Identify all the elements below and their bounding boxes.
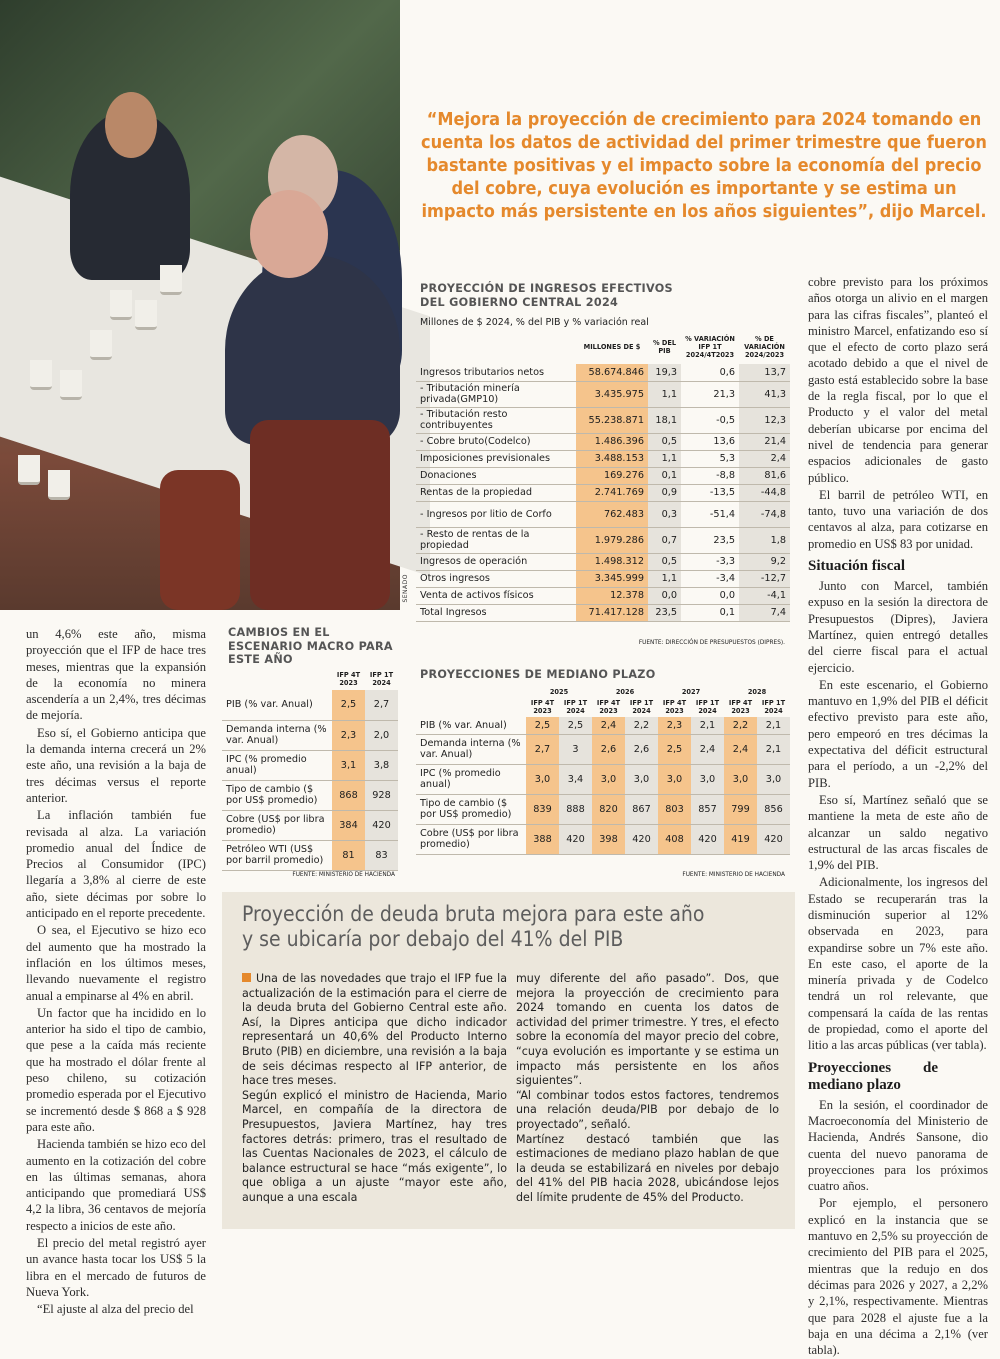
table-cell: 1,1 bbox=[648, 450, 681, 467]
table-cell: 81,6 bbox=[739, 467, 790, 484]
photo-credit: SENADO bbox=[402, 574, 409, 603]
table-cell: 3,0 bbox=[658, 764, 691, 794]
table-row bbox=[416, 764, 790, 794]
year-header: 2026 bbox=[615, 687, 635, 696]
row-label: Otros ingresos bbox=[416, 570, 576, 587]
table-cell: 18,1 bbox=[648, 407, 681, 433]
table-cell: 21,4 bbox=[739, 433, 790, 450]
paragraph: un 4,6% este año, misma proyección que el IFP de hace tres meses, mientras que la expansión de la economía no minera ascendería a un 2,4%, tres décimas de mejoría. bbox=[26, 627, 206, 723]
paragraph bbox=[242, 1089, 507, 1206]
table-cell: -51,4 bbox=[681, 501, 739, 527]
table-cell: 388 bbox=[526, 824, 559, 854]
table-cell: 3,0 bbox=[625, 764, 658, 794]
table-cell: 9,2 bbox=[739, 553, 790, 570]
table-row bbox=[416, 734, 790, 764]
table-cell: 2,2 bbox=[724, 717, 757, 734]
table-cell: 58.674.846 bbox=[576, 364, 648, 381]
table-cell: 12.378 bbox=[576, 587, 648, 604]
table-row bbox=[416, 824, 790, 854]
table-cell: 2,5 bbox=[559, 717, 592, 734]
table-cell: 820 bbox=[592, 794, 625, 824]
table-cell: 857 bbox=[691, 794, 724, 824]
macro-table-block bbox=[228, 626, 408, 667]
income-col-header: % DEL PIB bbox=[652, 339, 677, 355]
meeting-photo bbox=[0, 0, 400, 610]
table-cell: 408 bbox=[658, 824, 691, 854]
table-cell: 420 bbox=[757, 824, 790, 854]
year-header: 2028 bbox=[747, 687, 767, 696]
table-cell: 928 bbox=[365, 780, 398, 810]
table-cell: 803 bbox=[658, 794, 691, 824]
table-cell: 0,0 bbox=[648, 587, 681, 604]
table-row bbox=[222, 810, 398, 840]
row-label: Demanda interna (% var. Anual) bbox=[222, 720, 332, 750]
medium-table bbox=[416, 686, 790, 855]
paragraph: “El ajuste al alza del precio del bbox=[37, 1302, 194, 1317]
table-row bbox=[222, 780, 398, 810]
table-cell: 2,6 bbox=[592, 734, 625, 764]
row-label: - Cobre bruto(Codelco) bbox=[416, 433, 576, 450]
table-row bbox=[416, 717, 790, 734]
table-cell: -3,3 bbox=[681, 553, 739, 570]
table-cell: 420 bbox=[625, 824, 658, 854]
table-cell: -3,4 bbox=[681, 570, 739, 587]
table-cell: 420 bbox=[559, 824, 592, 854]
row-label: Tipo de cambio ($ por US$ promedio) bbox=[222, 780, 332, 810]
table-row bbox=[416, 364, 790, 381]
paragraph: Adicionalmente, los ingresos del Estado se recuperarán tras la disminución superior al 12% observada en 2023, para expandirse sobre un 7% este año. En este caso, el aporte de la minería privada y de Codelco tendrá un rol relevante, que compensará la caída de las rentas de propiedad, como el aporte del litio a las arcas públicas (ver tabla). bbox=[808, 875, 988, 1053]
table-cell: 19,3 bbox=[648, 364, 681, 381]
paragraph: Un factor que ha incidido en lo anterior ha sido el tipo de cambio, que pese a la caída más reciente que ha mostrado el dólar frente al peso chileno, su cotización promedio esperada por el Ejecutivo se incrementó desde $ 868 a $ 928 para este año. bbox=[26, 1005, 206, 1134]
paragraph: El precio del metal registró ayer un avance hasta tocar los US$ 5 la libra en el mercado de futuros de Nueva York. bbox=[26, 1235, 206, 1299]
income-table-title-1: PROYECCIÓN DE INGRESOS EFECTIVOS bbox=[420, 282, 673, 295]
table-row bbox=[416, 381, 790, 407]
table-cell: -12,7 bbox=[739, 570, 790, 587]
table-cell: 2,1 bbox=[757, 734, 790, 764]
table-cell: 384 bbox=[332, 810, 365, 840]
table-cell: -74,8 bbox=[739, 501, 790, 527]
table-cell: 2,5 bbox=[526, 717, 559, 734]
table-row bbox=[416, 450, 790, 467]
row-label: Petróleo WTI (US$ por barril promedio) bbox=[222, 840, 332, 870]
table-cell: 2,4 bbox=[691, 734, 724, 764]
table-row bbox=[222, 840, 398, 870]
row-label: - Tributación resto contribuyentes bbox=[416, 407, 576, 433]
table-cell: 0,5 bbox=[648, 553, 681, 570]
table-cell: 3,0 bbox=[724, 764, 757, 794]
row-label: Cobre (US$ por libra promedio) bbox=[222, 810, 332, 840]
macro-title-3: ESTE AÑO bbox=[228, 653, 293, 666]
table-cell: 0,5 bbox=[648, 433, 681, 450]
paragraph: En la sesión, el coordinador de Macroeconomía del Ministerio de Hacienda, Andrés Sansone, dio cuenta del nuevo panorama de proyecciones para los próximos cuatro años. bbox=[808, 1097, 988, 1194]
table-cell: -4,1 bbox=[739, 587, 790, 604]
table-cell: 3,1 bbox=[332, 750, 365, 780]
paragraph-text: Según explicó el ministro de Hacienda, Mario Marcel, en compañía de la directora de Presupuestos, Javiera Martínez, hay tres factores detrás: primero, tras el resultado de las Cuentas Nacionales de 2023, el cálculo de balance estructural se hace “más exigente”, lo que obliga a un ajuste “mayor este año, aunque a una escala bbox=[242, 1088, 507, 1204]
sub-header: IFP 4T 2023 bbox=[530, 699, 555, 715]
table-row bbox=[416, 484, 790, 501]
table-cell: 55.238.871 bbox=[576, 407, 648, 433]
table-cell: 419 bbox=[724, 824, 757, 854]
table-cell: 3,4 bbox=[559, 764, 592, 794]
row-label: IPC (% promedio anual) bbox=[222, 750, 332, 780]
table-cell: 2,4 bbox=[724, 734, 757, 764]
income-col-header: % DE VARIACIÓN 2024/2023 bbox=[744, 335, 785, 359]
debt-box-column-1 bbox=[242, 972, 507, 1206]
macro-col-header: IFP 1T 2024 bbox=[369, 671, 394, 687]
table-cell: 420 bbox=[365, 810, 398, 840]
macro-title-2: ESCENARIO MACRO PARA bbox=[228, 639, 393, 653]
row-label: Imposiciones previsionales bbox=[416, 450, 576, 467]
table-cell: 762.483 bbox=[576, 501, 648, 527]
paragraph: Eso sí, el Gobierno anticipa que la demanda interna crecerá un 2% este año, una revisión a la baja de tres décimas versus el reporte anterior. bbox=[26, 725, 206, 805]
table-cell: 3,8 bbox=[365, 750, 398, 780]
table-cell: 2,6 bbox=[625, 734, 658, 764]
table-row bbox=[416, 553, 790, 570]
medium-source: FUENTE: MINISTERIO DE HACIENDA bbox=[682, 872, 785, 878]
table-cell: 21,3 bbox=[681, 381, 739, 407]
macro-source: FUENTE: MINISTERIO DE HACIENDA bbox=[292, 872, 395, 878]
table-cell: 888 bbox=[559, 794, 592, 824]
sub-header: IFP 1T 2024 bbox=[695, 699, 720, 715]
row-label: Total Ingresos bbox=[416, 604, 576, 621]
table-cell: 1.498.312 bbox=[576, 553, 648, 570]
table-cell: 2,3 bbox=[332, 720, 365, 750]
debt-box-column-2 bbox=[516, 972, 779, 1206]
paragraph bbox=[242, 972, 507, 1089]
table-cell: 81 bbox=[332, 840, 365, 870]
bullet-icon bbox=[242, 973, 251, 982]
paragraph: La inflación también fue revisada al alza. La variación promedio anual del Índice de Precios al Consumidor (IPC) llegaría a 3,8% al cierre de este año, siete décimas por sobre lo anticipado en el reporte precedente. bbox=[26, 808, 206, 921]
table-cell: 1,8 bbox=[739, 527, 790, 553]
left-text-column bbox=[26, 626, 206, 1318]
subheading-situacion-fiscal: Situación fiscal bbox=[808, 558, 906, 575]
paragraph: Junto con Marcel, también expuso en la sesión la directora de Presupuestos (Dipres), Javiera Martínez, quien entregó detalles del cierre fiscal para el actual ejercicio. bbox=[808, 579, 988, 675]
table-cell: 12,3 bbox=[739, 407, 790, 433]
table-cell: 2,5 bbox=[658, 734, 691, 764]
row-label: Ingresos tributarios netos bbox=[416, 364, 576, 381]
subheading-mediano-plazo: Proyecciones de mediano plazo bbox=[808, 1059, 938, 1093]
year-header: 2025 bbox=[549, 687, 569, 696]
row-label: Tipo de cambio ($ por US$ promedio) bbox=[416, 794, 526, 824]
table-cell: 13,7 bbox=[739, 364, 790, 381]
table-row bbox=[416, 407, 790, 433]
paragraph: Hacienda también se hizo eco del aumento en la cotización del cobre en las últimas semanas, ahora anticipando que promediará US$ 4,2 la libra, 36 centavos de mejoría respecto a inicios de este año. bbox=[26, 1137, 206, 1233]
table-cell: 2,4 bbox=[592, 717, 625, 734]
macro-title-1: CAMBIOS EN EL bbox=[228, 626, 330, 639]
paragraph: El barril de petróleo WTI, en tanto, tuvo una variación de dos centavos al alza, para cotizarse en promedio en US$ 83 por unidad. bbox=[808, 487, 988, 551]
row-label: - Resto de rentas de la propiedad bbox=[416, 527, 576, 553]
table-cell: 3.435.975 bbox=[576, 381, 648, 407]
row-label: Ingresos de operación bbox=[416, 553, 576, 570]
table-cell: 2,0 bbox=[365, 720, 398, 750]
table-cell: 2,3 bbox=[658, 717, 691, 734]
right-text-column bbox=[808, 274, 988, 1359]
table-row bbox=[416, 587, 790, 604]
table-cell: 3,0 bbox=[526, 764, 559, 794]
income-table-title-2: DEL GOBIERNO CENTRAL 2024 bbox=[420, 295, 619, 309]
debt-box-title-line: y se ubicaría por debajo del 41% del PIB bbox=[242, 927, 624, 951]
table-cell: 23,5 bbox=[648, 604, 681, 621]
table-cell: 2.741.769 bbox=[576, 484, 648, 501]
sub-header: IFP 1T 2024 bbox=[761, 699, 786, 715]
row-label: Demanda interna (% var. Anual) bbox=[416, 734, 526, 764]
row-label: PIB (% var. Anual) bbox=[416, 717, 526, 734]
table-cell: 5,3 bbox=[681, 450, 739, 467]
paragraph: O sea, el Ejecutivo se hizo eco del aumento que ha mostrado la inflación en los últimos meses, llevando nuevamente el registro anual a empinarse al 4% en abril. bbox=[26, 923, 206, 1003]
table-cell: 420 bbox=[691, 824, 724, 854]
row-label: Venta de activos físicos bbox=[416, 587, 576, 604]
table-cell: 41,3 bbox=[739, 381, 790, 407]
table-cell: 3.488.153 bbox=[576, 450, 648, 467]
table-cell: 799 bbox=[724, 794, 757, 824]
row-label: Cobre (US$ por libra promedio) bbox=[416, 824, 526, 854]
table-row bbox=[416, 501, 790, 527]
table-cell: 2,2 bbox=[625, 717, 658, 734]
table-cell: 3,0 bbox=[757, 764, 790, 794]
table-row bbox=[222, 750, 398, 780]
table-cell: 0,6 bbox=[681, 364, 739, 381]
row-label: PIB (% var. Anual) bbox=[222, 690, 332, 720]
paragraph: Por ejemplo, el personero explicó en la instancia que se mantuvo en 2,5% su proyección de crecimiento del PIB para el 2025, mientras que la redujo en dos décimas para 2026 y 2027, a 2,2% y 2,1%, respectivamente. Mientras que para 2028 el ajuste fue a la baja en una décima a 2,1% (ver tabla). bbox=[808, 1196, 988, 1358]
table-row bbox=[416, 527, 790, 553]
macro-table bbox=[222, 668, 398, 871]
table-cell: 856 bbox=[757, 794, 790, 824]
sub-header: IFP 1T 2024 bbox=[629, 699, 654, 715]
table-cell: 0,7 bbox=[648, 527, 681, 553]
table-cell: 83 bbox=[365, 840, 398, 870]
row-label: Donaciones bbox=[416, 467, 576, 484]
table-cell: 0,3 bbox=[648, 501, 681, 527]
table-cell: 2,4 bbox=[739, 450, 790, 467]
table-cell: -8,8 bbox=[681, 467, 739, 484]
table-cell: -44,8 bbox=[739, 484, 790, 501]
income-table-subtitle: Millones de $ 2024, % del PIB y % variación real bbox=[420, 317, 649, 328]
income-col-header: % VARIACIÓN IFP 1T 2024/4T2023 bbox=[685, 335, 735, 359]
paragraph: “Al combinar todos estos factores, tendremos una relación deuda/PIB por debajo de lo proyectado”, señaló. bbox=[516, 1088, 779, 1131]
table-cell: 867 bbox=[625, 794, 658, 824]
income-table-block bbox=[420, 282, 790, 328]
table-cell: 169.276 bbox=[576, 467, 648, 484]
table-cell: 23,5 bbox=[681, 527, 739, 553]
paragraph: cobre previsto para los próximos años otorga un alivio en el margen para las cifras fiscales”, planteó el ministro Marcel, enfatizando eso sí que el efecto de corto plazo será acotado debido a que el nivel de gasto está establecido sobre la base de la regla fiscal, por lo que el Producto y el valor del metal deberían ubicarse por encima del nivel de tendencia para generar espacios adicionales de gasto público. bbox=[808, 275, 988, 485]
table-row bbox=[416, 467, 790, 484]
table-cell: 0,9 bbox=[648, 484, 681, 501]
macro-col-header: IFP 4T 2023 bbox=[336, 671, 361, 687]
table-row bbox=[416, 794, 790, 824]
paragraph: En este escenario, el Gobierno mantuvo en 1,9% del PIB el déficit efectivo previsto para este año, pero empeoró en tres décimas la expectativa del déficit estructural para el período, a un -2,2% del PIB. bbox=[808, 677, 988, 790]
table-cell: 1,1 bbox=[648, 381, 681, 407]
income-col-header: MILLONES DE $ bbox=[583, 343, 641, 351]
table-cell: 2,1 bbox=[691, 717, 724, 734]
table-cell: -0,5 bbox=[681, 407, 739, 433]
table-row bbox=[222, 690, 398, 720]
row-label: - Ingresos por litio de Corfo bbox=[416, 501, 576, 527]
income-table bbox=[416, 330, 790, 622]
paragraph-text: Una de las novedades que trajo el IFP fue la actualización de la estimación para el cierre de la deuda bruta del Gobierno Central este año. Así, la Dipres anticipa que dicho indicador representará un 40,6% del Producto Interno Bruto (PIB) en diciembre, una revisión a la baja de seis décimas respecto al IFP anterior, de hace tres meses. bbox=[242, 972, 507, 1088]
sub-header: IFP 4T 2023 bbox=[596, 699, 621, 715]
table-cell: 0,1 bbox=[681, 604, 739, 621]
table-cell: 13,6 bbox=[681, 433, 739, 450]
table-cell: 1.486.396 bbox=[576, 433, 648, 450]
income-source: FUENTE: DIRECCIÓN DE PRESUPUESTOS (DIPRES). bbox=[638, 640, 785, 646]
table-cell: 868 bbox=[332, 780, 365, 810]
sub-header: IFP 1T 2024 bbox=[563, 699, 588, 715]
table-row bbox=[416, 604, 790, 621]
sub-header: IFP 4T 2023 bbox=[728, 699, 753, 715]
table-row bbox=[416, 433, 790, 450]
table-cell: 0,0 bbox=[681, 587, 739, 604]
medium-table-title: PROYECCIONES DE MEDIANO PLAZO bbox=[420, 668, 656, 681]
paragraph: Martínez destacó también que las estimaciones de mediano plazo hablan de que la deuda se estabilizará en niveles por debajo del 41% del PIB hacia 2028, ubicándose lejos del límite prudente de 45% del Producto. bbox=[516, 1132, 779, 1204]
table-cell: 1,1 bbox=[648, 570, 681, 587]
table-cell: 3.345.999 bbox=[576, 570, 648, 587]
table-cell: 839 bbox=[526, 794, 559, 824]
table-cell: 71.417.128 bbox=[576, 604, 648, 621]
table-cell: 1.979.286 bbox=[576, 527, 648, 553]
table-row bbox=[416, 570, 790, 587]
row-label: - Tributación minería privada(GMP10) bbox=[416, 381, 576, 407]
table-cell: 398 bbox=[592, 824, 625, 854]
row-label: IPC (% promedio anual) bbox=[416, 764, 526, 794]
table-row bbox=[222, 720, 398, 750]
table-cell: 3,0 bbox=[592, 764, 625, 794]
table-cell: 2,7 bbox=[526, 734, 559, 764]
row-label: Rentas de la propiedad bbox=[416, 484, 576, 501]
year-header: 2027 bbox=[681, 687, 701, 696]
debt-box-title-line: Proyección de deuda bruta mejora para este año bbox=[242, 902, 705, 926]
table-cell: 7,4 bbox=[739, 604, 790, 621]
table-cell: -13,5 bbox=[681, 484, 739, 501]
pull-quote: “Mejora la proyección de crecimiento para 2024 tomando en cuenta los datos de actividad del primer trimestre que fueron bastante positivas y el impacto sobre la economía del precio del cobre, cuya evolución es importante y se estima un impacto más persistente en los años siguientes”, dijo Marcel. bbox=[421, 109, 987, 222]
table-cell: 3 bbox=[559, 734, 592, 764]
table-cell: 3,0 bbox=[691, 764, 724, 794]
sub-header: IFP 4T 2023 bbox=[662, 699, 687, 715]
table-cell: 2,7 bbox=[365, 690, 398, 720]
table-cell: 0,1 bbox=[648, 467, 681, 484]
paragraph: Eso sí, Martínez señaló que se mantiene la meta de este año de alcanzar un saldo negativo estructural de las arcas fiscales de 1,9% del PIB. bbox=[808, 792, 988, 873]
debt-box-title bbox=[242, 902, 762, 952]
paragraph: muy diferente del año pasado”. Dos, que mejora la proyección de crecimiento para 2024 tomando en cuenta los datos de actividad del primer trimestre. Y tres, el efecto sobre la economía del mayor precio del cobre, “cuya evolución es importante y se estima un impacto más persistente en los años siguientes”. bbox=[516, 972, 779, 1088]
table-cell: 2,1 bbox=[757, 717, 790, 734]
table-cell: 2,5 bbox=[332, 690, 365, 720]
